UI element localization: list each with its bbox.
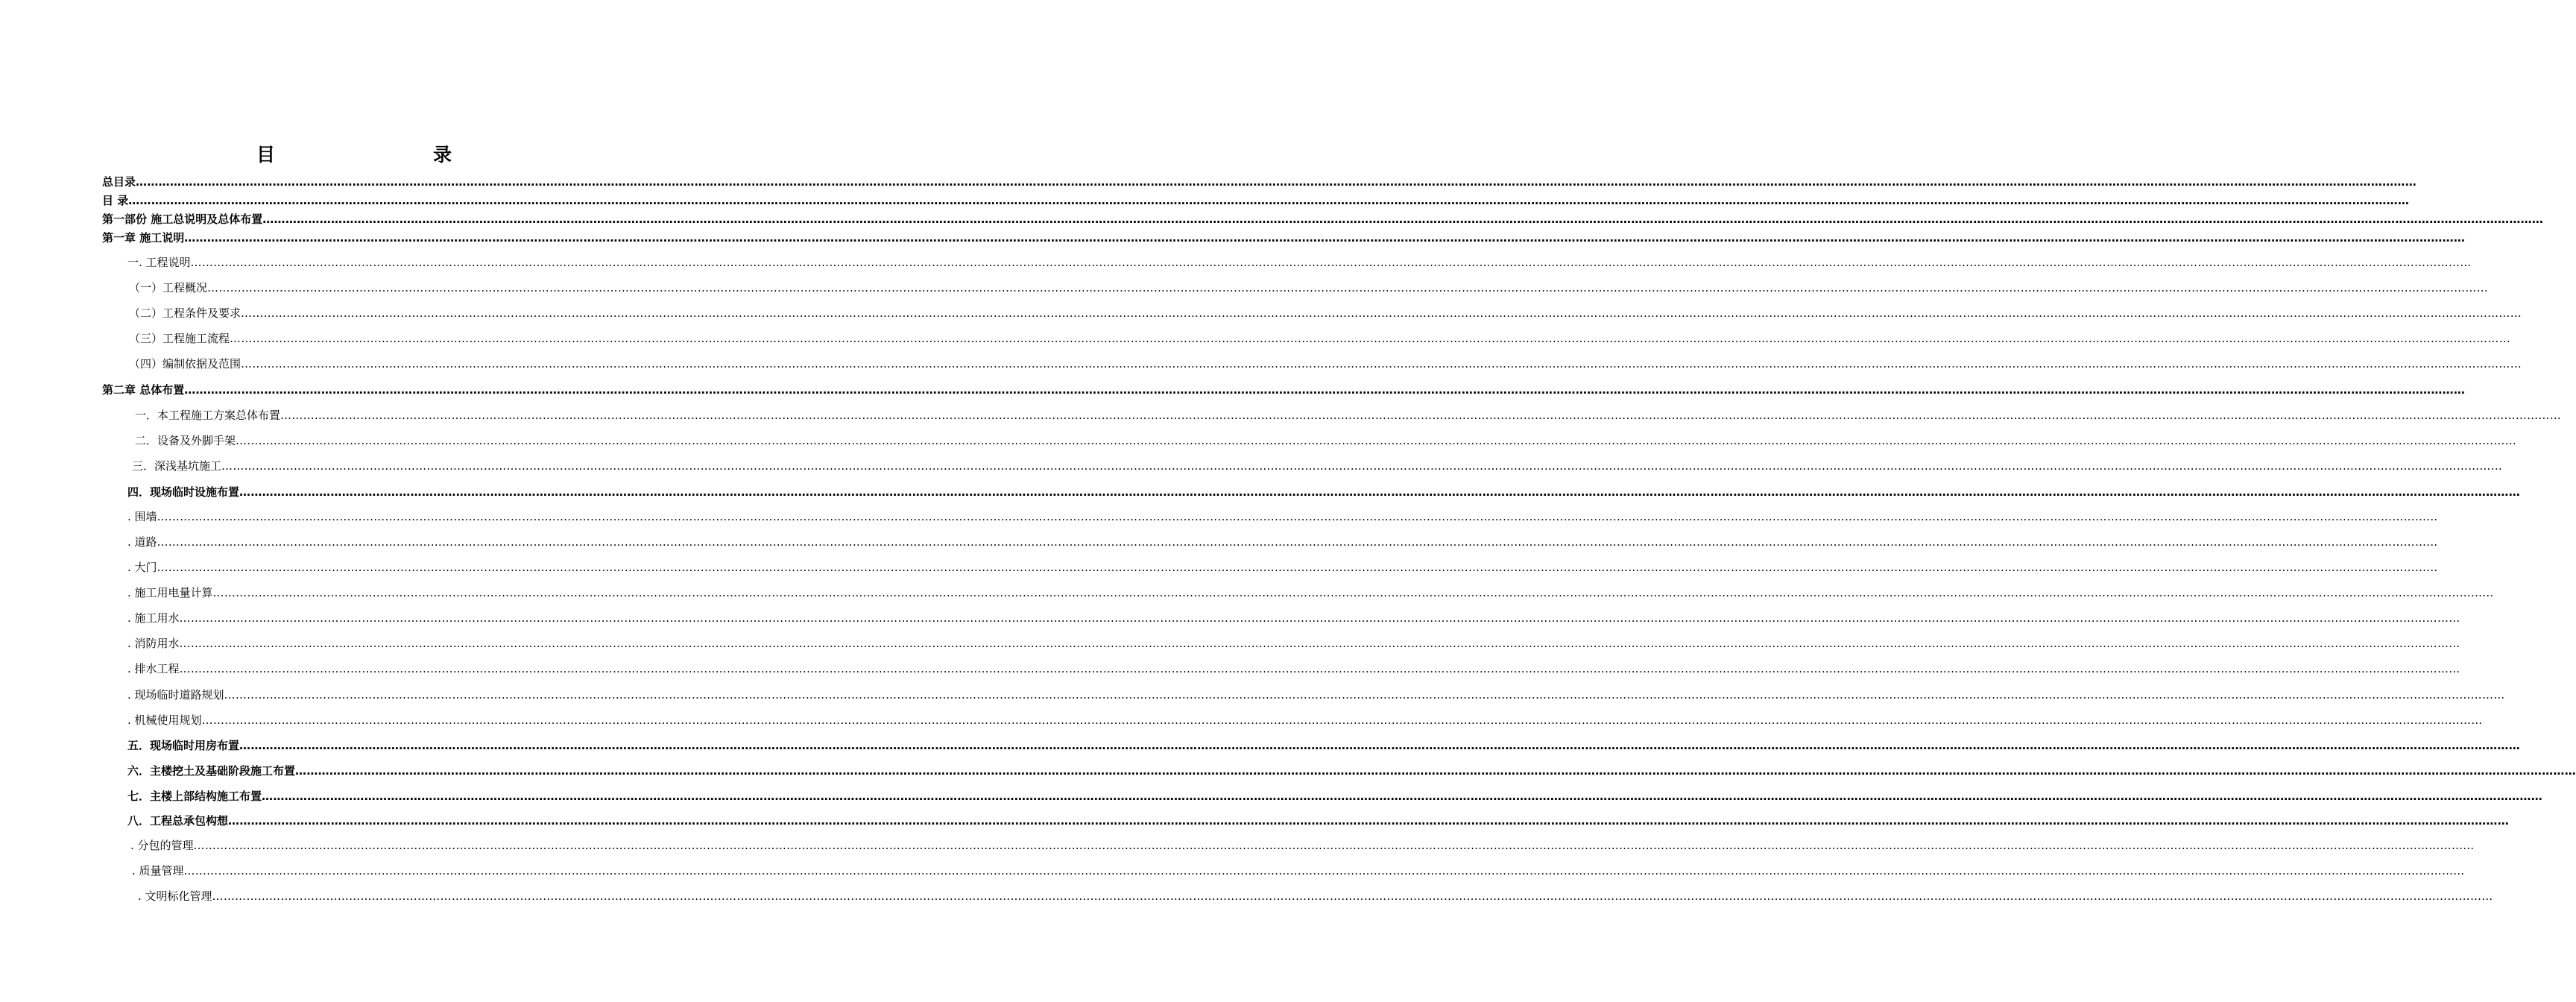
toc-entry-label: . 施工用水 [127,611,180,625]
toc-entry-label: 一. 工程说明 [127,256,191,269]
toc-entry [129,331,2511,346]
toc-leader-dots: …………………………………………………………………………………………………………………………………………………………………………………………………………………………………………………………………………………………………………………………………………………………………………………………………………………………………………………………………………………………………………………………………………………… [241,306,2522,320]
toc-leader-dots: …………………………………………………………………………………………………………………………………………………………………………………………………………………………………………………………………………………………………………………………………………………………………………………………………………………………………………………………………………………………………………………………………………………… [239,485,2521,499]
toc-entry [127,585,2494,600]
toc-entry-label: . 施工用电量计算 [127,586,213,599]
toc-leader-dots: …………………………………………………………………………………………………………………………………………………………………………………………………………………………………………………………………………………………………………………………………………………………………………………………………………………………………………………………………………………………………………………………………………………… [184,231,2466,245]
toc-entry-label: 四．现场临时设施布置 [127,485,240,499]
toc-entry-label: . 质量管理 [132,864,184,877]
toc-entry-label: 五．现场临时用房布置 [127,739,240,752]
toc-entry [127,509,2438,524]
toc-leader-dots: …………………………………………………………………………………………………………………………………………………………………………………………………………………………………………………………………………………………………………………………………………………………………………………………………………………………………………………………………………………………………………………………………………………… [262,790,2543,803]
document-title: 目 录 [256,144,492,166]
toc-entry-label: 第二章 总体布置 [102,383,185,397]
toc-entry [102,382,2466,397]
toc-entry [132,459,2503,473]
toc-leader-dots: …………………………………………………………………………………………………………………………………………………………………………………………………………………………………………………………………………………………………………………………………………………………………………………………………………………………………………………………………………………………………………………………………………………… [280,409,2562,422]
toc-entry-label: 三．深浅基坑施工 [132,459,222,473]
toc-entry-label: . 文明标化管理 [138,889,212,903]
toc-entry-label: 七．主楼上部结构施工布置 [127,790,262,803]
toc-entry-label: . 道路 [127,535,157,549]
toc-entry [127,611,2460,626]
toc-entry-label: . 机械使用规划 [127,713,202,727]
toc-leader-dots: …………………………………………………………………………………………………………………………………………………………………………………………………………………………………………………………………………………………………………………………………………………………………………………………………………………………………………………………………………………………………………………………………………………… [224,688,2505,702]
toc-entry-label: 二．设备及外脚手架 [135,434,236,447]
toc-leader-dots: …………………………………………………………………………………………………………………………………………………………………………………………………………………………………………………………………………………………………………………………………………………………………………………………………………………………………………………………………………………………………………………………………………………… [179,611,2460,625]
toc-leader-dots: …………………………………………………………………………………………………………………………………………………………………………………………………………………………………………………………………………………………………………………………………………………………………………………………………………………………………………………………………………………………………………………………………………………… [239,739,2521,752]
toc-leader-dots: …………………………………………………………………………………………………………………………………………………………………………………………………………………………………………………………………………………………………………………………………………………………………………………………………………………………………………………………………………………………………………………………………………………… [201,713,2483,727]
toc-entry-label: 六．主楼挖土及基础阶段施工布置 [127,764,296,778]
toc-leader-dots: …………………………………………………………………………………………………………………………………………………………………………………………………………………………………………………………………………………………………………………………………………………………………………………………………………………………………………………………………………………………………………………………………………………… [157,510,2438,523]
toc-entry [132,863,2465,878]
toc-leader-dots: …………………………………………………………………………………………………………………………………………………………………………………………………………………………………………………………………………………………………………………………………………………………………………………………………………………………………………………………………………………………………………………………………………………… [179,637,2460,650]
toc-entry [102,212,2544,227]
toc-entry-label: . 围墙 [127,510,157,523]
toc-entry-label: . 大门 [127,561,157,574]
toc-leader-dots: …………………………………………………………………………………………………………………………………………………………………………………………………………………………………………………………………………………………………………………………………………………………………………………………………………………………………………………………………………………………………………………………………………………… [183,864,2465,877]
toc-entry [102,193,2410,208]
toc-entry [127,661,2460,676]
toc-entry-label: （二）工程条件及要求 [129,306,242,320]
toc-entry [138,889,2493,904]
toc-leader-dots: …………………………………………………………………………………………………………………………………………………………………………………………………………………………………………………………………………………………………………………………………………………………………………………………………………………………………………………………………………………………………………………………………………………… [190,256,2472,269]
toc-entry-label: （四）编制依据及范围 [129,357,242,371]
toc-entry-label: . 分包的管理 [130,839,194,852]
toc-entry-label: . 现场临时道路规划 [127,688,224,702]
toc-entry-label: . 排水工程 [127,662,180,675]
toc-entry [127,535,2438,549]
toc-entry [127,485,2521,500]
toc-entry [102,174,2417,189]
toc-leader-dots: …………………………………………………………………………………………………………………………………………………………………………………………………………………………………………………………………………………………………………………………………………………………………………………………………………………………………………………………………………………………………………………………………………………… [128,194,2410,207]
toc-entry-label: （三）工程施工流程 [129,332,230,345]
toc-entry [129,280,2489,295]
toc-entry [102,230,2466,245]
toc-leader-dots: …………………………………………………………………………………………………………………………………………………………………………………………………………………………………………………………………………………………………………………………………………………………………………………………………………………………………………………………………………………………………………………………………………………… [184,383,2466,397]
toc-entry-label: 一．本工程施工方案总体布置 [135,409,281,422]
toc-entry-label: . 消防用水 [127,637,180,650]
toc-entry [127,789,2543,804]
toc-entry [127,738,2521,753]
toc-leader-dots: …………………………………………………………………………………………………………………………………………………………………………………………………………………………………………………………………………………………………………………………………………………………………………………………………………………………………………………………………………………………………………………………………………………… [157,535,2438,549]
toc-entry [127,687,2505,702]
toc-leader-dots: …………………………………………………………………………………………………………………………………………………………………………………………………………………………………………………………………………………………………………………………………………………………………………………………………………………………………………………………………………………………………………………………………………………… [295,764,2576,778]
toc-entry [127,813,2510,828]
toc-leader-dots: …………………………………………………………………………………………………………………………………………………………………………………………………………………………………………………………………………………………………………………………………………………………………………………………………………………………………………………………………………………………………………………………………………………… [228,814,2510,828]
toc-leader-dots: …………………………………………………………………………………………………………………………………………………………………………………………………………………………………………………………………………………………………………………………………………………………………………………………………………………………………………………………………………………………………………………………………………………… [241,357,2522,371]
toc-entry [127,636,2460,651]
toc-entry [130,838,2475,853]
toc-leader-dots: …………………………………………………………………………………………………………………………………………………………………………………………………………………………………………………………………………………………………………………………………………………………………………………………………………………………………………………………………………………………………………………………………………………… [157,561,2438,574]
toc-entry [127,255,2472,270]
toc-entry [129,356,2522,371]
toc-entry [129,306,2522,321]
toc-leader-dots: …………………………………………………………………………………………………………………………………………………………………………………………………………………………………………………………………………………………………………………………………………………………………………………………………………………………………………………………………………………………………………………………………………………… [179,662,2460,675]
toc-leader-dots: …………………………………………………………………………………………………………………………………………………………………………………………………………………………………………………………………………………………………………………………………………………………………………………………………………………………………………………………………………………………………………………………………………………… [262,212,2544,226]
toc-entry [127,713,2483,728]
toc-entry [135,408,2562,423]
toc-entry-label: 第一章 施工说明 [102,231,185,245]
toc-entry-label: 第一部份 施工总说明及总体布置 [102,212,263,226]
toc-leader-dots: …………………………………………………………………………………………………………………………………………………………………………………………………………………………………………………………………………………………………………………………………………………………………………………………………………………………………………………………………………………………………………………………………………………… [136,175,2417,189]
toc-entry [127,763,2576,778]
toc-entry-label: 八．工程总承包构想 [127,814,229,828]
toc-entry-label: 目 录 [102,194,129,207]
toc-leader-dots: …………………………………………………………………………………………………………………………………………………………………………………………………………………………………………………………………………………………………………………………………………………………………………………………………………………………………………………………………………………………………………………………………………………… [212,889,2493,903]
toc-leader-dots: …………………………………………………………………………………………………………………………………………………………………………………………………………………………………………………………………………………………………………………………………………………………………………………………………………………………………………………………………………………………………………………………………………………… [193,839,2475,852]
toc-leader-dots: …………………………………………………………………………………………………………………………………………………………………………………………………………………………………………………………………………………………………………………………………………………………………………………………………………………………………………………………………………………………………………………………………………………… [230,332,2511,345]
toc-leader-dots: …………………………………………………………………………………………………………………………………………………………………………………………………………………………………………………………………………………………………………………………………………………………………………………………………………………………………………………………………………………………………………………………………………………… [221,459,2503,473]
toc-entry-label: 总目录 [102,175,136,189]
toc-leader-dots: …………………………………………………………………………………………………………………………………………………………………………………………………………………………………………………………………………………………………………………………………………………………………………………………………………………………………………………………………………………………………………………………………………………… [236,434,2517,447]
toc-entry [127,560,2438,575]
toc-entry-label: （一）工程概况 [129,281,208,294]
toc-leader-dots: …………………………………………………………………………………………………………………………………………………………………………………………………………………………………………………………………………………………………………………………………………………………………………………………………………………………………………………………………………………………………………………………………………………… [207,281,2489,294]
toc-entry [135,433,2517,448]
toc-leader-dots: …………………………………………………………………………………………………………………………………………………………………………………………………………………………………………………………………………………………………………………………………………………………………………………………………………………………………………………………………………………………………………………………………………………… [212,586,2494,599]
